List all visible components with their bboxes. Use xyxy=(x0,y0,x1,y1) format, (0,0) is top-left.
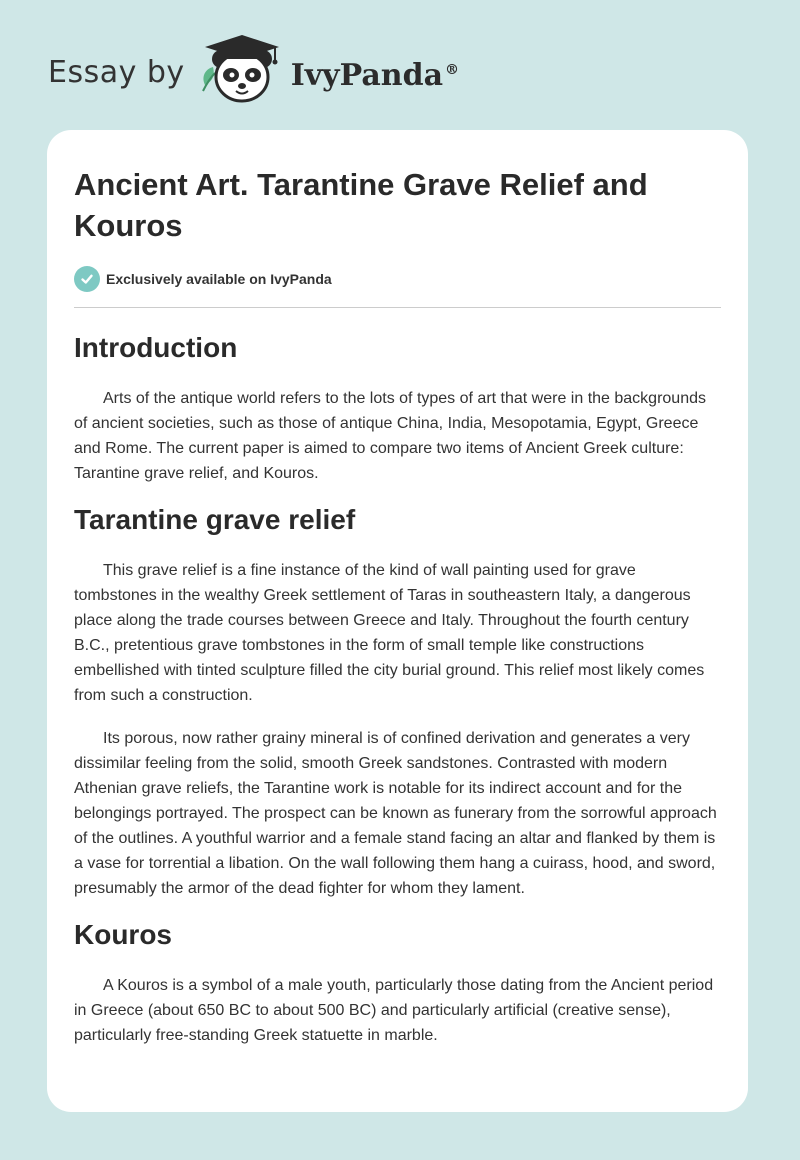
section-heading-tarantine: Tarantine grave relief xyxy=(74,504,356,535)
check-circle-icon xyxy=(74,266,100,292)
brand-name xyxy=(291,58,459,93)
site-header xyxy=(48,34,459,110)
essay-by-label: Essay by xyxy=(48,54,185,90)
paragraph: A Kouros is a symbol of a male youth, particularly those dating from the Ancient period in Greece (about 650 BC to about 500 BC) and particularly artificial (creative sense), particularly free-standing Greek statuette in marble. xyxy=(74,977,714,1044)
divider xyxy=(74,307,721,308)
paragraph: Arts of the antique world refers to the lots of types of art that were in the backgrounds of ancient societies, such as those of antique China, India, Mesopotamia, Egypt, Greece and Rome. The current paper is aimed to compare two items of Ancient Greek culture: Tarantine grave relief, and Kouros. xyxy=(74,390,706,482)
section-heading-introduction: Introduction xyxy=(74,332,238,363)
panda-graduate-icon xyxy=(199,31,285,107)
registered-mark: ® xyxy=(445,61,460,78)
article-card xyxy=(47,130,748,1112)
badge-text: Exclusively available on IvyPanda xyxy=(106,271,332,287)
paragraph: This grave relief is a fine instance of the kind of wall painting used for grave tombstones in the wealthy Greek settlement of Taras in southeastern Italy, a dangerous place along the trade courses between Greece and Italy. Throughout the fourth century B.C., pretentious grave tombstones in the form of small temple like constructions embellished with tinted sculpture filled the city burial ground. This relief most likely comes from such a construction. xyxy=(74,562,705,704)
paragraph: Its porous, now rather grainy mineral is of confined derivation and generates a very dissimilar feeling from the solid, smooth Greek sandstones. Contrasted with modern Athenian grave reliefs, the Tarantine work is notable for its indirect account and for the belongings portrayed. The prospect can be known as funerary from the sorrowful approach of the outlines. A youthful warrior and a female stand facing an altar and flanked by them is a vase for torrential a libation. On the wall following them hang a cuirass, hood, and sword, presumably the armor of the dead fighter for whom they lament. xyxy=(74,730,717,897)
section-heading-kouros: Kouros xyxy=(74,919,172,950)
brand-text: IvyPanda xyxy=(290,57,444,93)
article-title: Ancient Art. Tarantine Grave Relief and Kouros xyxy=(74,167,648,243)
exclusive-badge xyxy=(74,264,721,294)
